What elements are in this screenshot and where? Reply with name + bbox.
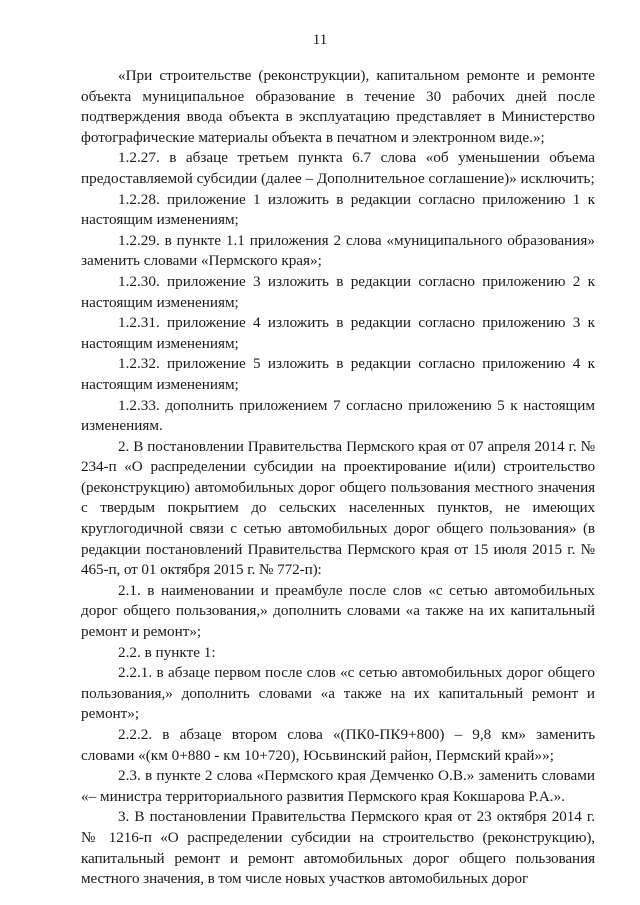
paragraph-1-2-27: 1.2.27. в абзаце третьем пункта 6.7 слова «об уменьшении объема предоставляемой субсидии (далее – Дополнительное соглашение)» исключить; (81, 149, 595, 187)
paragraph-1-2-28: 1.2.28. приложение 1 изложить в редакции согласно приложению 1 к настоящим изменениям; (81, 190, 595, 229)
paragraph-1-2-29: 1.2.29. в пункте 1.1 приложения 2 слова «муниципального образования» заменить словами «Пермского края»; (81, 231, 595, 270)
paragraph-1-2-32: 1.2.32. приложение 5 изложить в редакции согласно приложению 4 к настоящим изменениям; (81, 355, 595, 393)
page-number: 11 (312, 32, 328, 48)
paragraph-2-2-2: 2.2.2. в абзаце втором слова «(ПК0-ПК9+800) – 9,8 км» заменить словами «(км 0+880 - км 10+720), Юсьвинский район, Пермский край»»; (81, 726, 595, 764)
paragraph-1-2-30: 1.2.30. приложение 3 изложить в редакции согласно приложению 2 к настоящим изменениям; (81, 272, 595, 311)
paragraph-3: 3. В постановлении Правительства Пермского края от 23 октября 2014 г. № 1216-п «О распределении субсидии на строительство (реконструкцию), капитальный ремонт и ремонт автомобильных дорог общего пользования местного значения, в том числе новых участков автомобильных дорог (81, 808, 595, 888)
paragraph-2: 2. В постановлении Правительства Пермского края от 07 апреля 2014 г. № 234-п «О распределении субсидии на проектирование и(или) строительство (реконструкцию) автомобильных дорог общего пользования местного значения с твердым покрытием до сельских населенных пунктов, не имеющих круглогодичной связи с сетью автомобильных дорог общего пользования» (в редакции постановлений Правительства Пермского края от 15 июля 2015 г. № 465-п, от 01 октября 2015 г. № 772-п): (81, 437, 595, 579)
paragraph-2-1: 2.1. в наименовании и преамбуле после слов «с сетью автомобильных дорог общего пользования,» дополнить словами «а также на их капитальный ремонт и ремонт»; (81, 581, 595, 641)
paragraph-1-2-33: 1.2.33. дополнить приложением 7 согласно приложению 5 к настоящим изменениям. (81, 396, 595, 435)
paragraph-1-2-31: 1.2.31. приложение 4 изложить в редакции согласно приложению 3 к настоящим изменениям; (81, 314, 595, 352)
document-body (81, 66, 595, 890)
paragraph-2-2: 2.2. в пункте 1: (118, 643, 216, 661)
paragraph-quote-construction: «При строительстве (реконструкции), капитальном ремонте и ремонте объекта муниципальное образование в течение 30 рабочих дней после подтверждения ввода объекта в эксплуатацию представляет в Министерство фотографические материалы объекта в печатном и электронном виде.»; (81, 67, 595, 146)
paragraph-2-2-1: 2.2.1. в абзаце первом после слов «с сетью автомобильных дорог общего пользования,» дополнить словами «а также на их капитальный ремонт и ремонт»; (81, 664, 595, 723)
paragraph-2-3: 2.3. в пункте 2 слова «Пермского края Демченко О.В.» заменить словами «– министра территориального развития Пермского края Кокшарова Р.А.». (81, 767, 595, 805)
